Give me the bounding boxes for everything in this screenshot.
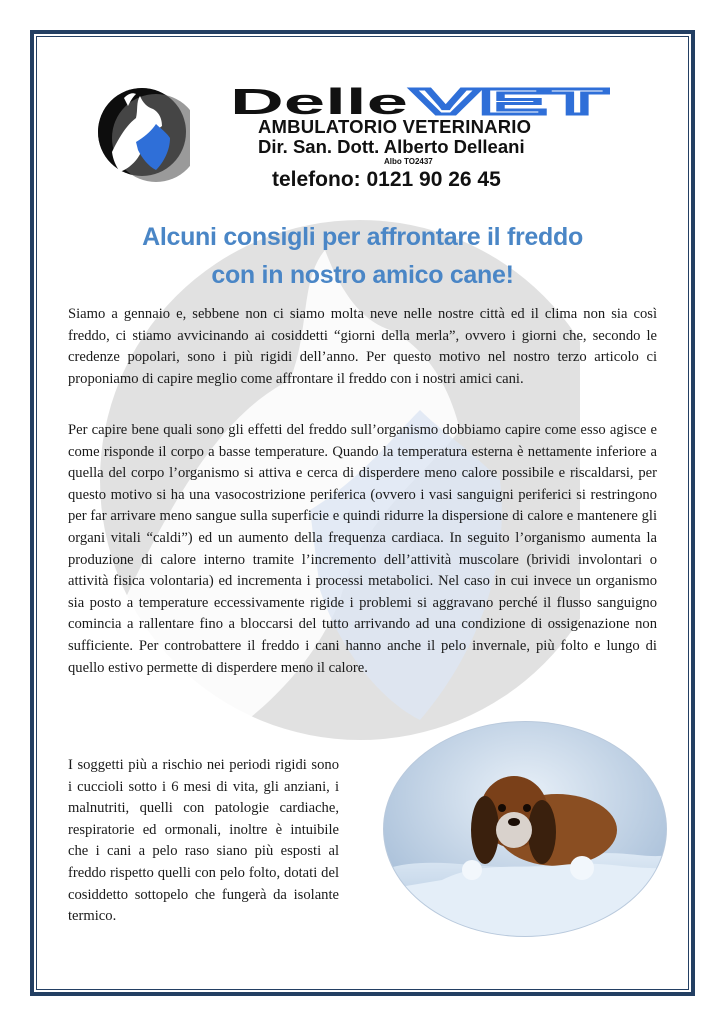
article-title-line2: con in nostro amico cane!	[211, 261, 514, 289]
brand-name-dark: Delle	[230, 84, 408, 118]
paragraph-cold-effects: Per capire bene quali sono gli effetti del freddo sull’organismo dobbiamo capire come esso agisce e come risponde il corpo a basse temperature. Quando la temperatura esterna è nettamente inferiore a quella del corpo l’organismo si attiva e cerca di disperdere meno calore possibile e riscaldarsi, per questo motivo si ha una vasocostrizione periferica (ovvero i vasi sanguigni periferici si restringono per far arrivare meno sangue sulla superficie e quindi ridurre la dispersione di calore e mantenere gli organi vitali “caldi”) ed un aumento della frequenza cardiaca. In seguito l’organismo aumenta la produzione di calore interno tramite l’incremento dell’attività muscolare (brividi involontari o attività fisica volontaria) ed incrementa i processi metabolici. Nel caso in cui invece un organismo sia posto a temperature eccessivamente rigide i problemi si aggravano perché il flusso sanguigno comincia a rallentare fino a bloccarsi del tutto arrivando ad una condizione di ossigenazione non sufficiente. Per controbattere il freddo i cani hanno anche il pelo invernale, più folto e lungo di quello estivo permette di disperdere meno il calore.	[68, 422, 657, 676]
clinic-subtitle: AMBULATORIO VETERINARIO	[258, 116, 532, 137]
paragraph-intro: Siamo a gennaio e, sebbene non ci siamo molta neve nelle nostre città ed il clima non sia così freddo, ci stiamo avvicinando ai cosiddetti “giorni della merla”, ovvero i giorni che, secondo le credenze popolari, sono i più rigidi dell’anno. Per questo motivo nel nostro terzo articolo ci proponiamo di capire meglio come affrontare il freddo con i nostri amici cani.	[68, 306, 657, 387]
article-title	[60, 218, 665, 294]
brand-name	[230, 84, 610, 118]
clinic-phone: telefono: 0121 90 26 45	[272, 168, 501, 191]
dog-in-snow-photo	[382, 720, 668, 938]
clinic-logo	[90, 80, 190, 190]
clinic-albo: Albo TO2437	[384, 157, 433, 166]
brand-name-blue: VET	[412, 84, 609, 118]
paragraph-risk-subjects: I soggetti più a rischio nei periodi rigidi sono i cuccioli sotto i 6 mesi di vita, gli anziani, i malnutriti, quelli con patologie cardiache, respiratorie ed ormonali, inoltre è intuibile che i cani a pelo raso siano più esposti al freddo rispetto quelli con pelo folto, dotati del cosiddetto sottopelo che fungerà da isolante termico.	[68, 757, 339, 925]
clinic-director: Dir. San. Dott. Alberto Delleani	[258, 136, 525, 157]
article-title-line1: Alcuni consigli per affrontare il freddo	[142, 223, 583, 251]
